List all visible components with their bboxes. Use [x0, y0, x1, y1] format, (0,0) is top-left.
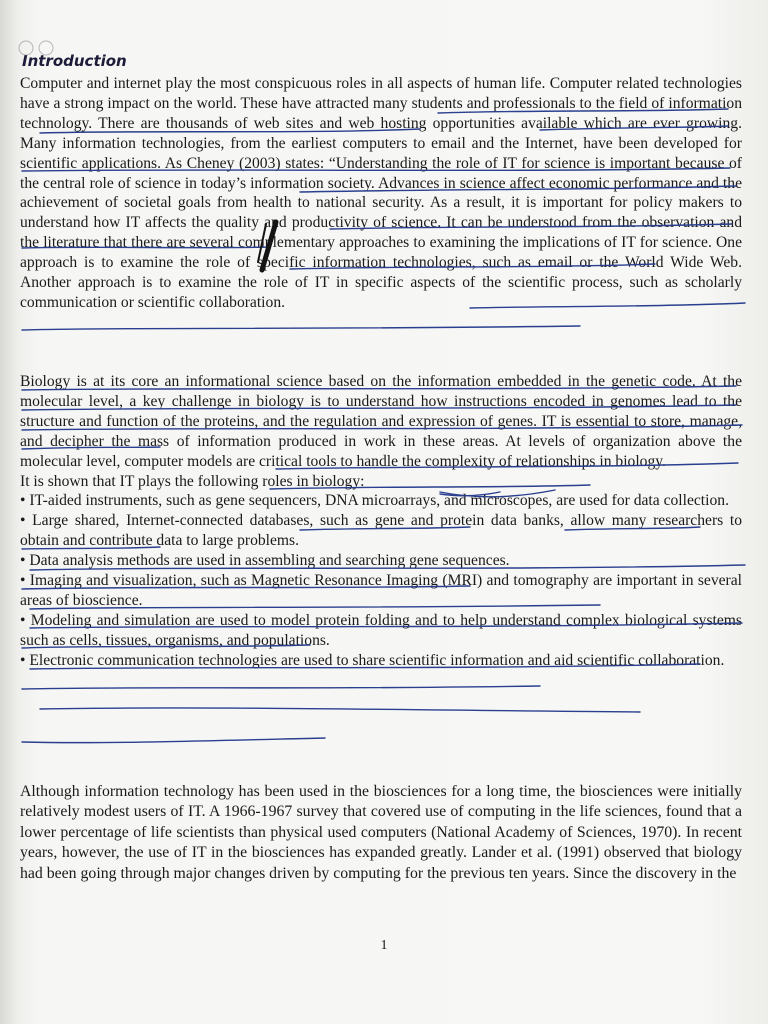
- role-item: • Modeling and simulation are used to model protein folding and to help understand complex biological systems such as cells, tissues, organisms, and populations.: [20, 611, 742, 649]
- underline-mark: [40, 708, 640, 712]
- role-item: • IT-aided instruments, such as gene sequencers, DNA microarrays, and microscopes, are used for data collection.: [20, 492, 729, 510]
- section-heading: Introduction: [22, 52, 127, 70]
- intro-paragraph: Computer and internet play the most conspicuous roles in all aspects of human life. Computer related technologies have a strong impact on the world. These have attracted many students and professionals to the field of information technology. There are thousands of web sites and web hosting opportunities available which are ever growing. Many information technologies, from the earliest computers to email and the Internet, have been developed for scientific applications. As Cheney (2003) states: “Understanding the role of IT for science is important because of the central role of science in today’s information society. Advances in science affect economic performance and the achievement of societal goals from health to national security. As a result, it is important for policy makers to understand how IT affects the quality and productivity of science. It can be understood from the observation and the literature that there are several complementary approaches to examining the implications of IT for science. One approach is to examine the role of specific information technologies, such as email or the World Wide Web. Another approach is to examine the role of IT in specific aspects of the scientific process, such as scholarly communication or scientific collaboration.: [20, 75, 742, 311]
- underline-mark: [22, 326, 580, 330]
- underline-mark: [22, 738, 325, 743]
- page-number: 1: [380, 938, 388, 953]
- roles-intro: It is shown that IT plays the following roles in biology:: [20, 472, 365, 490]
- role-item: • Data analysis methods are used in assembling and searching gene sequences.: [20, 552, 510, 570]
- intro-block: [20, 74, 742, 313]
- biology-paragraph: Biology is at its core an informational science based on the information embedded in the genetic code. At the molecular level, a key challenge in biology is to understand how instructions encoded in genomes lead to the structure and function of the proteins, and the regulation and expression of genes. IT is essential to store, manage, and decipher the mass of information produced in work in these areas. At levels of organization above the molecular level, computer models are critical tools to handle the complexity of relationships in biology.: [20, 373, 742, 470]
- binder-edge: [0, 0, 18, 1024]
- biology-block: [20, 372, 742, 671]
- role-item: • Large shared, Internet-connected databases, such as gene and protein data banks, allow many researchers to obtain and contribute data to large problems.: [20, 512, 742, 550]
- later-block: [20, 782, 742, 884]
- later-paragraph: Although information technology has been used in the biosciences for a long time, the biosciences were initially relatively modest users of IT. A 1966-1967 survey that covered use of computing in the life sciences, found that a lower percentage of life scientists than physical used computers (National Academy of Sciences, 1970). In recent years, however, the use of IT in the biosciences has expanded greatly. Lander et al. (1991) observed that biology had been going through major changes driven by computing for the previous ten years. Since the discovery in the: [20, 783, 742, 882]
- underline-mark: [22, 686, 540, 689]
- role-item: • Electronic communication technologies are used to share scientific information and aid scientific collaboration.: [20, 651, 725, 669]
- role-item: • Imaging and visualization, such as Magnetic Resonance Imaging (MRI) and tomography are important in several areas of bioscience.: [20, 572, 742, 609]
